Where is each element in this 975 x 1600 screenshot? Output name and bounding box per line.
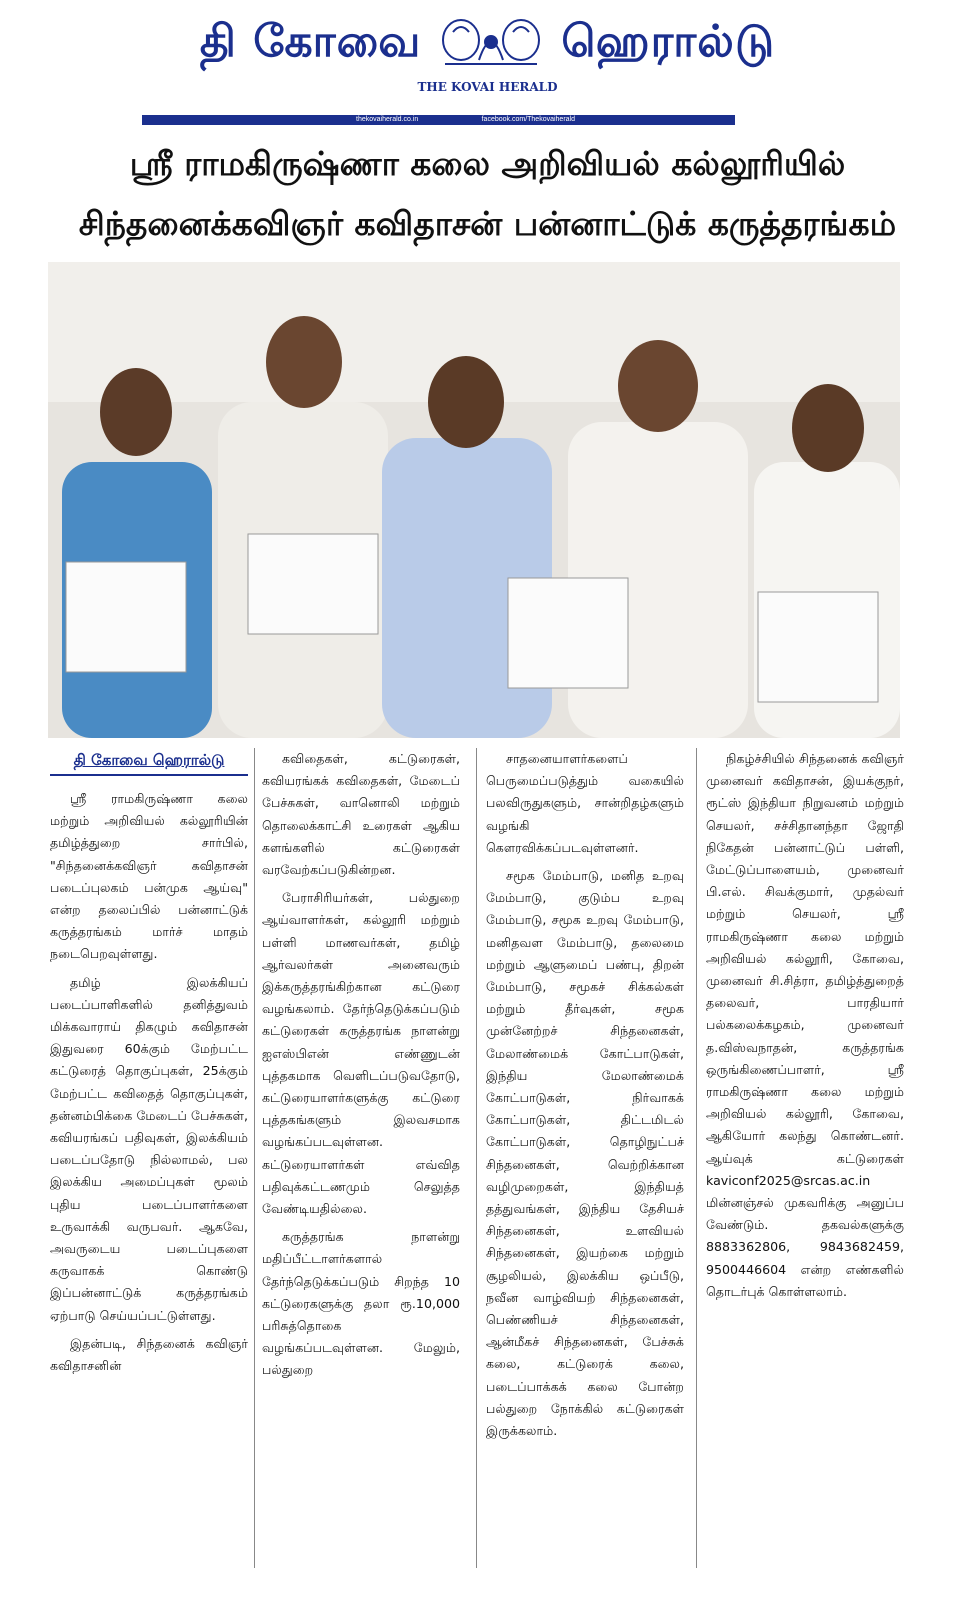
paragraph: நிகழ்ச்சியில் சிந்தனைக் கவிஞர் முனைவர் கவிதாசன், இயக்குநர், ரூட்ஸ் இந்தியா நிறுவனம் மற்றும் செயலர், சச்சிதானந்தா ஜோதி நிகேதன் பன்னாட்டுப் பள்ளி, மேட்டுப்பாளையம், முனைவர் பி.எல். சிவக்குமார், முதல்வர் மற்றும் செயலர், ஸ்ரீ ராமகிருஷ்ணா கலை மற்றும் அறிவியல் கல்லூரி, கோவை, முனைவர் சி.சித்ரா, தமிழ்த்துறைத் தலைவர், பாரதியார் பல்கலைக்கழகம், முனைவர் த.விஸ்வநாதன், கருத்தரங்க ஒருங்கிணைப்பாளர், ஸ்ரீ ராமகிருஷ்ணா கலை மற்றும் அறிவியல் கல்லூரி, கோவை, ஆகியோர் கலந்து கொண்டனர். ஆய்வுக் கட்டுரைகள் kaviconf2025@srcas.ac.in மின்னஞ்சல் முகவரிக்கு அனுப்ப வேண்டும். தகவல்களுக்கு 8883362806, 9843682459, 9500446604 என்ற எண்களில் தொடர்புக் கொள்ளலாம். [706, 751, 904, 1299]
masthead-title-left: தி கோவை [199, 16, 422, 67]
article-column-1 [50, 748, 248, 1383]
paragraph: சாதனையாளர்களைப் பெருமைப்படுத்தும் வகையில் பலவிருதுகளும், சான்றிதழ்களும் வழங்கி கௌரவிக்கப்படவுள்ளனர். [486, 751, 684, 855]
paragraph: கவிதைகள், கட்டுரைகள், கவியரங்கக் கவிதைகள், மேடைப் பேச்சுகள், வானொலி மற்றும் தொலைக்காட்சி உரைகள் ஆகிய களங்களில் கட்டுரைகள் வரவேற்கப்படுகின்றன. [262, 751, 460, 878]
column-divider [254, 748, 255, 1568]
headline-line-2: சிந்தனைக்கவிஞர் கவிதாசன் பன்னாட்டுக் கருத்தரங்கம் [78, 204, 897, 243]
masthead-bar [142, 115, 735, 125]
brochure-1 [66, 562, 186, 672]
byline: தி கோவை ஹெரால்டு [50, 748, 248, 776]
headline-line-1: ஸ்ரீ ராமகிருஷ்ணா கலை அறிவியல் கல்லூரியில் [129, 144, 846, 183]
masthead [0, 14, 975, 84]
paragraph: கருத்தரங்க நாளன்று மதிப்பீட்டாளர்களால் தேர்ந்தெடுக்கப்படும் சிறந்த 10 கட்டுரைகளுக்கு தலா ரூ.10,000 பரிசுத்தொகை வழங்கப்படவுள்ளன. மேலும், பல்துறை [262, 1229, 460, 1378]
paragraph: ஸ்ரீ ராமகிருஷ்ணா கலை மற்றும் அறிவியல் கல்லூரியின் தமிழ்த்துறை சார்பில், "சிந்தனைக்கவிஞர் கவிதாசன் படைப்புலகம் பன்முக ஆய்வு" என்ற தலைப்பில் பன்னாட்டுக் கருத்தரங்கம் மார்ச் மாதம் நடைபெறவுள்ளது. [50, 791, 248, 962]
paragraph: தமிழ் இலக்கியப் படைப்பாளிகளில் தனித்துவம் மிக்கவாராய் திகழும் கவிதாசன் இதுவரை 60க்கும் மேற்பட்ட கட்டுரைத் தொகுப்புகள், 25க்கும் மேற்பட்ட கவிதைத் தொகுப்புகள், தன்னம்பிக்கை மேடைப் பேச்சுகள், கவியரங்கப் பதிவுகள், இலக்கியம் படைப்பதோடு நில்லாமல், பல இலக்கிய அமைப்புகள் மூலம் புதிய படைப்பாளர்களை உருவாக்கி வருபவர். ஆகவே, அவருடைய படைப்புகளை கருவாகக் கொண்டு இப்பன்னாட்டுக் கருத்தரங்கம் ஏற்பாடு செய்யப்பட்டுள்ளது. [50, 974, 248, 1323]
article-body [46, 748, 926, 1578]
masthead-english-title: THE KOVAI HERALD [417, 80, 558, 94]
event-photo [48, 262, 900, 738]
masthead-title-right: ஹெரால்டு [561, 16, 776, 67]
article-column-2 [262, 748, 460, 1388]
brochure-4 [758, 592, 878, 702]
column-divider [476, 748, 477, 1568]
masthead-title-row [0, 14, 975, 70]
article-column-4 [706, 748, 904, 1309]
lion-emblem-icon [431, 14, 551, 70]
paragraph: சமூக மேம்பாடு, மனித உறவு மேம்பாடு, குடும்ப உறவு மேம்பாடு, சமூக உறவு மேம்பாடு, மனிதவள மேம்பாடு, தலைமை மற்றும் ஆளுமைப் பண்பு, திறன் மேம்பாடு, சமூகச் சிக்கல்கள் மற்றும் தீர்வுகள், சமூக முன்னேற்றச் சிந்தனைகள், மேலாண்மைக் கோட்பாடுகள், இந்திய மேலாண்மைக் கோட்பாடுகள், நிர்வாகக் கோட்பாடுகள், திட்டமிடல் கோட்பாடுகள், தொழிநுட்பச் சிந்தனைகள், வெற்றிக்கான வழிமுறைகள், இந்தியத் தத்துவங்கள், இந்திய தேசியச் சிந்தனைகள், உளவியல் சிந்தனைகள், இயற்கை மற்றும் சூழலியல், இலக்கிய ஒப்பீடு, நவீன வாழ்வியற் சிந்தனைகள், பெண்ணியச் சிந்தனைகள், ஆன்மீகச் சிந்தனைகள், பேச்சுக் கலை, கட்டுரைக் கலை, படைப்பாக்கக் கலை போன்ற பல்துறை நோக்கில் கட்டுரைகள் இருக்கலாம். [486, 868, 684, 1439]
paragraph: பேராசிரியர்கள், பல்துறை ஆய்வாளர்கள், கல்லூரி மற்றும் பள்ளி மாணவர்கள், தமிழ் ஆர்வலர்கள் அனைவரும் இக்கருத்தரங்கிற்கான கட்டுரை வழங்கலாம். தேர்ந்தெடுக்கப்படும் கட்டுரைகள் கருத்தரங்க நாளன்று ஐஎஸ்பிஎன் எண்ணுடன் புத்தகமாக வெளிடப்படுவதோடு, கட்டுரையாளர்களுக்கு கட்டுரை புத்தகங்களும் இலவசமாக வழங்கப்படவுள்ளன. கட்டுரையாளர்கள் எவ்வித பதிவுக்கட்டணமும் செலுத்த வேண்டியதில்லை. [262, 890, 460, 1217]
brochure-2 [248, 534, 378, 634]
paragraph: இதன்படி, சிந்தனைக் கவிஞர் கவிதாசனின் [50, 1335, 248, 1374]
website-link[interactable]: thekovaiherald.co.in [356, 116, 419, 123]
facebook-link[interactable]: facebook.com/Thekovaiherald [481, 116, 575, 123]
article-column-3 [486, 748, 684, 1448]
brochure-3 [508, 578, 628, 688]
column-divider [696, 748, 697, 1568]
